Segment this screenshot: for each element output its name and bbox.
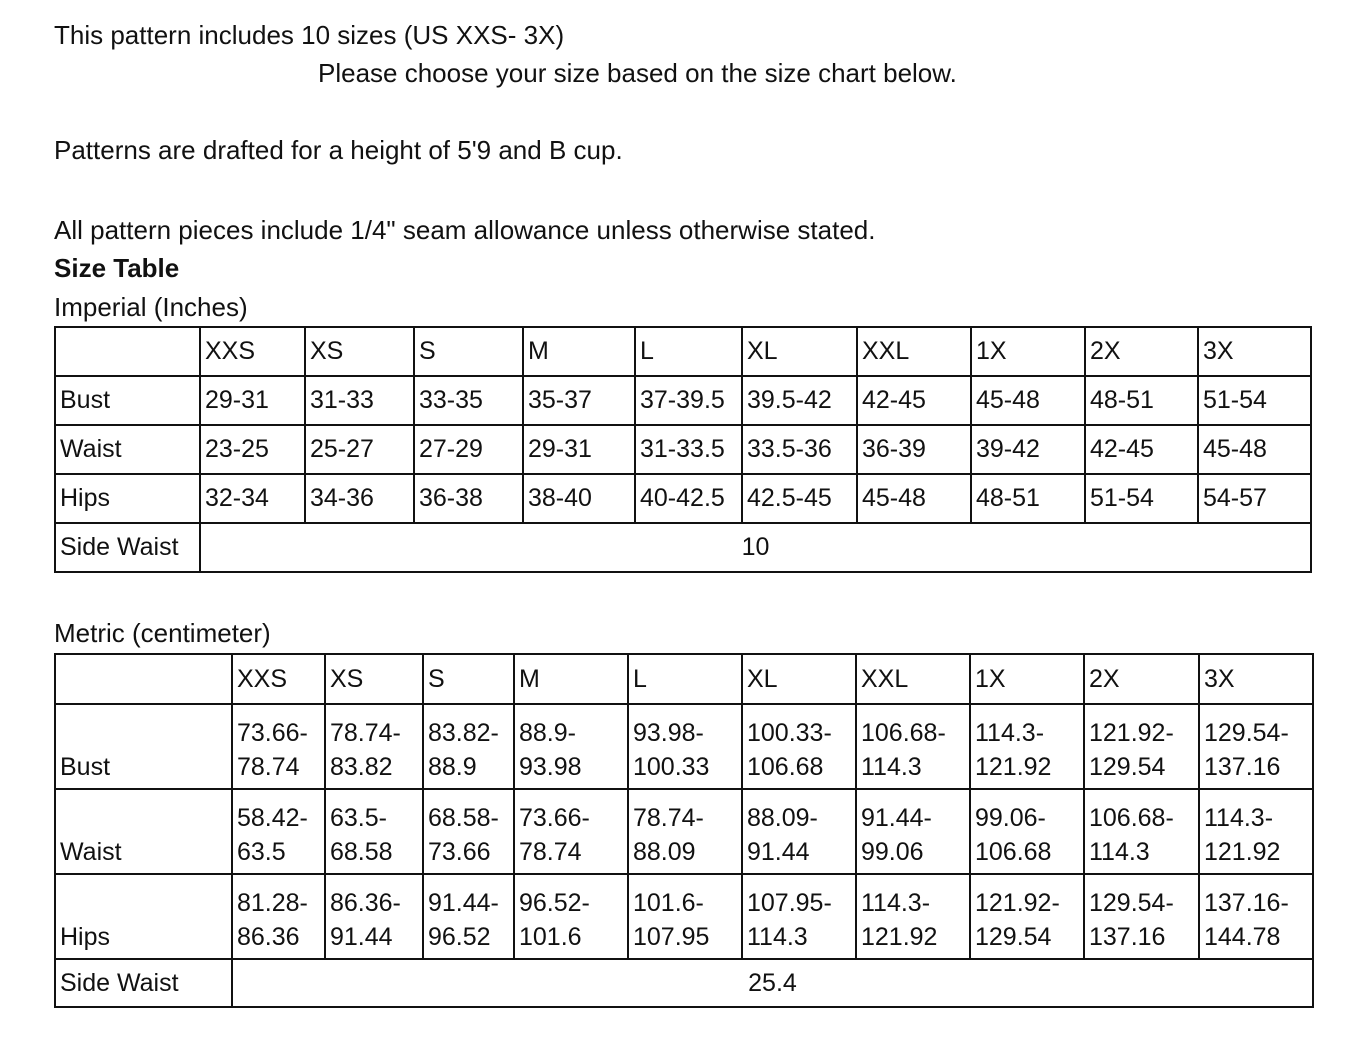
table-cell xyxy=(856,704,970,789)
table-cell: 36-38 xyxy=(414,474,523,523)
table-cell: 45-48 xyxy=(857,474,971,523)
table-cell: 34-36 xyxy=(305,474,414,523)
cell-line: 107.95- xyxy=(747,889,832,917)
imperial-header-row xyxy=(55,327,1311,376)
imperial-size-header: 2X xyxy=(1085,327,1198,376)
imperial-row-waist xyxy=(55,425,1311,474)
table-cell xyxy=(423,704,514,789)
cell-line: 68.58- xyxy=(428,804,499,832)
cell-line: 81.28- xyxy=(237,889,308,917)
metric-corner-cell xyxy=(55,654,232,704)
row-label: Bust xyxy=(55,704,232,789)
cell-line: 114.3- xyxy=(1204,804,1274,832)
cell-line: 91.44- xyxy=(861,804,932,832)
cell-line: 121.92 xyxy=(1204,838,1281,866)
metric-size-header: 2X xyxy=(1084,654,1199,704)
table-cell xyxy=(514,874,628,959)
cell-line: 78.74- xyxy=(633,804,704,832)
table-cell xyxy=(514,704,628,789)
metric-size-table xyxy=(54,653,1314,1008)
cell-line: 107.95 xyxy=(633,923,710,951)
table-cell: 37-39.5 xyxy=(635,376,742,425)
table-cell xyxy=(856,874,970,959)
table-cell: 48-51 xyxy=(971,474,1085,523)
table-cell: 23-25 xyxy=(200,425,305,474)
cell-line: 73.66- xyxy=(519,804,590,832)
table-cell xyxy=(856,789,970,874)
table-cell: 39.5-42 xyxy=(742,376,857,425)
imperial-size-header: S xyxy=(414,327,523,376)
row-label: Hips xyxy=(55,874,232,959)
table-cell xyxy=(423,789,514,874)
row-label: Side Waist xyxy=(55,959,232,1007)
imperial-size-header: XXS xyxy=(200,327,305,376)
table-cell: 48-51 xyxy=(1085,376,1198,425)
imperial-row-bust xyxy=(55,376,1311,425)
cell-line: 99.06 xyxy=(861,838,924,866)
cell-line: 114.3 xyxy=(861,753,922,781)
cell-line: 86.36 xyxy=(237,923,300,951)
cell-line: 68.58 xyxy=(330,838,393,866)
table-cell: 31-33.5 xyxy=(635,425,742,474)
table-cell xyxy=(423,874,514,959)
cell-line: 78.74 xyxy=(237,753,300,781)
table-cell: 54-57 xyxy=(1198,474,1311,523)
table-cell xyxy=(970,874,1084,959)
cell-line: 86.36- xyxy=(330,889,401,917)
cell-line: 78.74 xyxy=(519,838,582,866)
metric-row-waist xyxy=(55,789,1313,874)
table-cell: 42-45 xyxy=(1085,425,1198,474)
metric-row-side-waist xyxy=(55,959,1313,1007)
imperial-size-header: M xyxy=(523,327,635,376)
cell-line: 101.6- xyxy=(633,889,704,917)
table-cell: 45-48 xyxy=(971,376,1085,425)
metric-row-bust xyxy=(55,704,1313,789)
table-cell xyxy=(1084,874,1199,959)
imperial-corner-cell xyxy=(55,327,200,376)
cell-line: 129.54- xyxy=(1204,719,1289,747)
table-cell xyxy=(1199,874,1313,959)
imperial-title: Imperial (Inches) xyxy=(54,292,248,322)
table-cell xyxy=(325,704,423,789)
table-cell xyxy=(232,789,325,874)
metric-size-header: 3X xyxy=(1199,654,1313,704)
row-label: Side Waist xyxy=(55,523,200,572)
cell-line: 88.9- xyxy=(519,719,576,747)
cell-line: 83.82- xyxy=(428,719,499,747)
metric-size-header: M xyxy=(514,654,628,704)
cell-line: 121.92- xyxy=(1089,719,1174,747)
cell-line: 88.9 xyxy=(428,753,477,781)
table-cell: 38-40 xyxy=(523,474,635,523)
cell-line: 121.92 xyxy=(861,923,938,951)
table-cell xyxy=(514,789,628,874)
imperial-size-header: XS xyxy=(305,327,414,376)
cell-line: 88.09- xyxy=(747,804,818,832)
row-label: Waist xyxy=(55,425,200,474)
cell-line: 63.5- xyxy=(330,804,387,832)
table-cell xyxy=(970,789,1084,874)
intro-line-seam: All pattern pieces include 1/4" seam allowance unless otherwise stated. xyxy=(54,215,876,245)
table-cell: 27-29 xyxy=(414,425,523,474)
table-cell xyxy=(232,874,325,959)
imperial-size-header: 1X xyxy=(971,327,1085,376)
cell-line: 114.3 xyxy=(1089,838,1150,866)
cell-line: 100.33- xyxy=(747,719,832,747)
cell-line: 114.3- xyxy=(861,889,931,917)
table-cell xyxy=(1199,704,1313,789)
side-waist-value: 25.4 xyxy=(232,959,1313,1007)
intro-line-sizes: This pattern includes 10 sizes (US XXS- 3X) xyxy=(54,20,565,50)
cell-line: 121.92- xyxy=(975,889,1060,917)
cell-line: 73.66 xyxy=(428,838,491,866)
table-cell: 39-42 xyxy=(971,425,1085,474)
side-waist-value: 10 xyxy=(200,523,1311,572)
row-label: Hips xyxy=(55,474,200,523)
cell-line: 106.68 xyxy=(747,753,824,781)
intro-line-height: Patterns are drafted for a height of 5'9 and B cup. xyxy=(54,135,623,165)
cell-line: 93.98 xyxy=(519,753,582,781)
cell-line: 129.54 xyxy=(1089,753,1166,781)
table-cell: 25-27 xyxy=(305,425,414,474)
imperial-size-header: 3X xyxy=(1198,327,1311,376)
cell-line: 96.52- xyxy=(519,889,590,917)
cell-line: 63.5 xyxy=(237,838,286,866)
cell-line: 91.44 xyxy=(747,838,810,866)
row-label: Bust xyxy=(55,376,200,425)
imperial-size-header: XL xyxy=(742,327,857,376)
metric-size-header: L xyxy=(628,654,742,704)
size-table-heading: Size Table xyxy=(54,253,180,283)
imperial-row-hips xyxy=(55,474,1311,523)
cell-line: 93.98- xyxy=(633,719,704,747)
table-cell: 35-37 xyxy=(523,376,635,425)
table-cell xyxy=(628,874,742,959)
table-cell: 32-34 xyxy=(200,474,305,523)
metric-header-row xyxy=(55,654,1313,704)
row-label: Waist xyxy=(55,789,232,874)
cell-line: 106.68- xyxy=(1089,804,1174,832)
imperial-size-header: L xyxy=(635,327,742,376)
imperial-row-side-waist xyxy=(55,523,1311,572)
table-cell xyxy=(1199,789,1313,874)
cell-line: 100.33 xyxy=(633,753,710,781)
cell-line: 106.68- xyxy=(861,719,946,747)
table-cell: 33.5-36 xyxy=(742,425,857,474)
cell-line: 78.74- xyxy=(330,719,401,747)
metric-size-header: XS xyxy=(325,654,423,704)
cell-line: 91.44- xyxy=(428,889,499,917)
cell-line: 96.52 xyxy=(428,923,491,951)
table-cell xyxy=(1084,789,1199,874)
table-cell: 42.5-45 xyxy=(742,474,857,523)
cell-line: 114.3- xyxy=(975,719,1045,747)
cell-line: 101.6 xyxy=(519,923,582,951)
cell-line: 121.92 xyxy=(975,753,1052,781)
table-cell xyxy=(325,874,423,959)
intro-line-choose: Please choose your size based on the size chart below. xyxy=(318,58,957,88)
metric-title: Metric (centimeter) xyxy=(54,618,271,648)
table-cell: 51-54 xyxy=(1085,474,1198,523)
cell-line: 137.16 xyxy=(1204,753,1281,781)
table-cell: 36-39 xyxy=(857,425,971,474)
cell-line: 91.44 xyxy=(330,923,393,951)
cell-line: 106.68 xyxy=(975,838,1052,866)
table-cell xyxy=(742,789,856,874)
metric-size-header: 1X xyxy=(970,654,1084,704)
metric-size-header: XXL xyxy=(856,654,970,704)
cell-line: 114.3 xyxy=(747,923,808,951)
cell-line: 137.16 xyxy=(1089,923,1166,951)
cell-line: 99.06- xyxy=(975,804,1046,832)
cell-line: 58.42- xyxy=(237,804,308,832)
table-cell: 42-45 xyxy=(857,376,971,425)
table-cell: 29-31 xyxy=(200,376,305,425)
metric-size-header: S xyxy=(423,654,514,704)
table-cell xyxy=(628,704,742,789)
cell-line: 144.78 xyxy=(1204,923,1281,951)
cell-line: 83.82 xyxy=(330,753,393,781)
table-cell xyxy=(1084,704,1199,789)
table-cell xyxy=(232,704,325,789)
table-cell: 51-54 xyxy=(1198,376,1311,425)
table-cell xyxy=(628,789,742,874)
imperial-size-table xyxy=(54,326,1312,573)
metric-size-header: XXS xyxy=(232,654,325,704)
imperial-size-header: XXL xyxy=(857,327,971,376)
table-cell: 29-31 xyxy=(523,425,635,474)
table-cell: 31-33 xyxy=(305,376,414,425)
table-cell xyxy=(742,874,856,959)
table-cell xyxy=(970,704,1084,789)
table-cell: 40-42.5 xyxy=(635,474,742,523)
cell-line: 137.16- xyxy=(1204,889,1289,917)
metric-size-header: XL xyxy=(742,654,856,704)
table-cell xyxy=(742,704,856,789)
table-cell xyxy=(325,789,423,874)
metric-row-hips xyxy=(55,874,1313,959)
cell-line: 129.54- xyxy=(1089,889,1174,917)
cell-line: 88.09 xyxy=(633,838,696,866)
cell-line: 129.54 xyxy=(975,923,1052,951)
table-cell: 33-35 xyxy=(414,376,523,425)
cell-line: 73.66- xyxy=(237,719,308,747)
table-cell: 45-48 xyxy=(1198,425,1311,474)
